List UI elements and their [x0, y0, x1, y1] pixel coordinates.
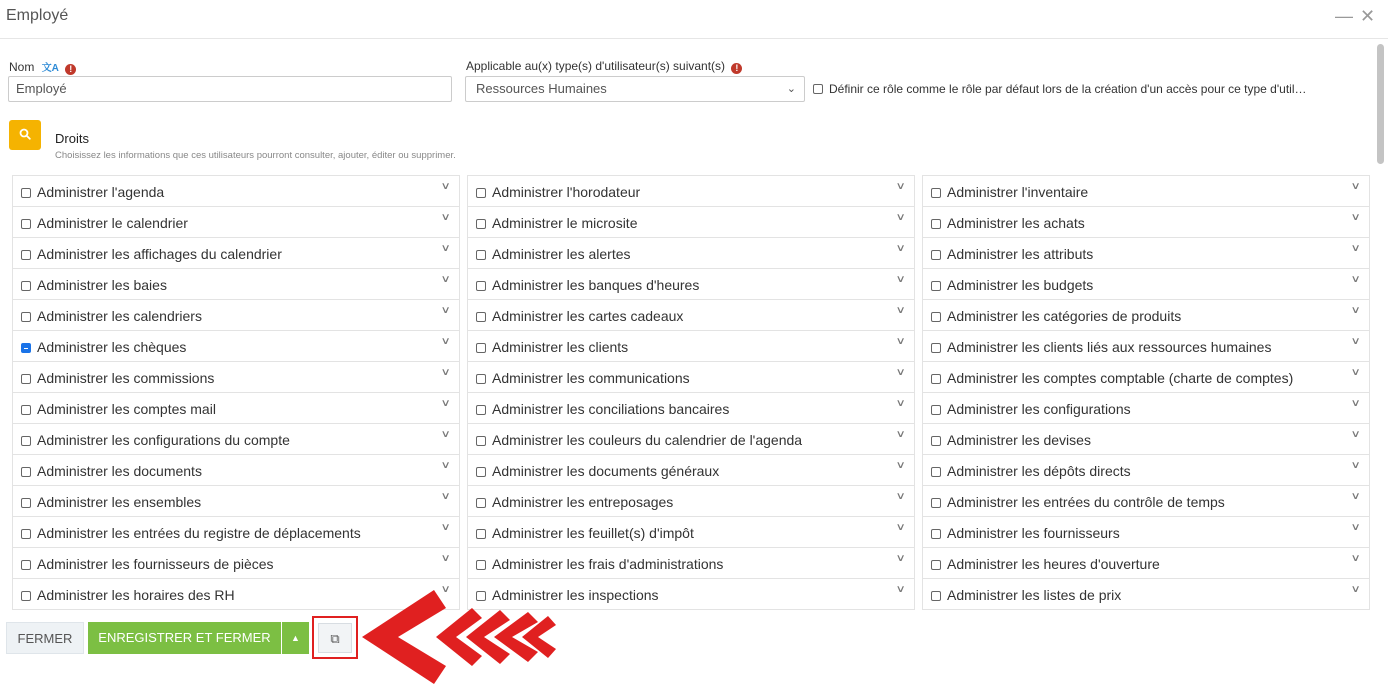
applicable-label-text: Applicable au(x) type(s) d'utilisateur(s) suivant(s) [466, 59, 726, 73]
checkbox-icon[interactable] [21, 467, 31, 477]
chevron-down-icon[interactable]: ∨ [1350, 553, 1361, 564]
close-button[interactable]: FERMER [6, 622, 84, 654]
checkbox-icon[interactable] [21, 591, 31, 601]
permission-label-text: Administrer les ensembles [37, 494, 202, 510]
scrollbar-thumb[interactable] [1377, 44, 1384, 164]
permission-row[interactable] [467, 393, 915, 424]
save-options-dropdown-button[interactable] [282, 622, 309, 654]
permission-label-text: Administrer les conciliations bancaires [492, 401, 730, 417]
chevron-down-icon[interactable]: ∨ [895, 305, 906, 316]
chevron-down-icon[interactable]: ∨ [895, 243, 906, 254]
permission-label-text: Administrer les chèques [37, 339, 187, 355]
checkbox-icon[interactable] [476, 281, 486, 291]
minimize-icon[interactable]: — [1335, 6, 1353, 26]
checkbox-icon[interactable] [476, 250, 486, 260]
chevron-down-icon[interactable]: ∨ [440, 522, 451, 533]
permission-row[interactable] [922, 362, 1370, 393]
permission-label-text: Administrer les heures d'ouverture [947, 556, 1160, 572]
permission-label [21, 308, 202, 324]
permission-row[interactable] [922, 207, 1370, 238]
chevron-down-icon[interactable]: ∨ [895, 181, 906, 192]
permission-row[interactable] [922, 486, 1370, 517]
default-role-label: Définir ce rôle comme le rôle par défaut lors de la création d'un accès pour ce type d'util… [829, 82, 1307, 96]
permission-row[interactable] [922, 175, 1370, 207]
permission-label [476, 525, 694, 541]
permission-label [476, 494, 673, 510]
permission-row[interactable] [12, 517, 460, 548]
permission-label-text: Administrer les fournisseurs de pièces [37, 556, 274, 572]
permission-row[interactable] [467, 517, 915, 548]
checkbox-icon[interactable] [21, 250, 31, 260]
window-title: Employé [6, 7, 69, 24]
chevron-down-icon[interactable]: ∨ [1350, 367, 1361, 378]
chevron-down-icon[interactable]: ∨ [440, 460, 451, 471]
permission-label-text: Administrer les affichages du calendrier [37, 246, 282, 262]
permission-row[interactable] [467, 300, 915, 331]
permission-row[interactable] [922, 238, 1370, 269]
permission-label [21, 215, 188, 231]
droits-title: Droits [55, 131, 89, 146]
permission-label [476, 308, 683, 324]
checkbox-icon[interactable] [21, 560, 31, 570]
chevron-down-icon[interactable]: ∨ [1350, 243, 1361, 254]
checkbox-icon[interactable] [931, 560, 941, 570]
permission-label [931, 339, 1271, 355]
chevron-down-icon[interactable]: ∨ [1350, 584, 1361, 595]
permission-label-text: Administrer les entreposages [492, 494, 674, 510]
permission-label-text: Administrer les comptes comptable (charte de comptes) [947, 370, 1294, 386]
permission-row[interactable] [467, 207, 915, 238]
permission-row[interactable] [467, 455, 915, 486]
checkbox-icon[interactable] [931, 250, 941, 260]
permission-row[interactable] [922, 269, 1370, 300]
annotation-highlight-box [312, 616, 358, 659]
checkbox-icon[interactable] [21, 405, 31, 415]
permission-label-text: Administrer les configurations [947, 401, 1131, 417]
checkbox-icon[interactable] [931, 498, 941, 508]
permission-label [21, 184, 164, 200]
checkbox-icon[interactable] [21, 436, 31, 446]
permission-label-text: Administrer l'horodateur [492, 184, 641, 200]
translate-icon[interactable]: 文A [41, 63, 59, 74]
default-role-checkbox[interactable] [813, 82, 1307, 96]
permission-label [21, 246, 282, 262]
chevron-down-icon[interactable]: ∨ [440, 274, 451, 285]
checkbox-icon[interactable] [476, 312, 486, 322]
chevron-down-icon[interactable]: ∨ [895, 336, 906, 347]
permission-label [476, 463, 719, 479]
chevron-down-icon[interactable]: ∨ [1350, 181, 1361, 192]
permission-row[interactable] [467, 331, 915, 362]
permission-label [931, 370, 1293, 386]
droits-subtitle: Choisissez les informations que ces utilisateurs pourront consulter, ajouter, éditer ou supprimer. [55, 150, 456, 161]
permissions-column-1 [12, 175, 460, 610]
checkbox-icon[interactable] [931, 467, 941, 477]
permission-label [931, 494, 1225, 510]
permission-row[interactable] [12, 300, 460, 331]
permission-row[interactable] [467, 548, 915, 579]
checkbox-icon[interactable] [21, 219, 31, 229]
checkbox-icon[interactable] [476, 343, 486, 353]
permission-label-text: Administrer les budgets [947, 277, 1094, 293]
permission-label [931, 587, 1121, 603]
permission-row[interactable] [12, 424, 460, 455]
permission-label-text: Administrer les entrées du contrôle de temps [947, 494, 1225, 510]
permission-label-text: Administrer les comptes mail [37, 401, 216, 417]
permission-row[interactable] [12, 175, 460, 207]
checkbox-icon[interactable] [476, 436, 486, 446]
chevron-down-icon[interactable]: ∨ [440, 305, 451, 316]
chevron-down-icon[interactable]: ∨ [440, 491, 451, 502]
permission-label [931, 184, 1088, 200]
name-label-text: Nom [9, 60, 35, 74]
user-type-select[interactable] [465, 76, 805, 102]
chevron-down-icon[interactable]: ∨ [1350, 491, 1361, 502]
permission-label-text: Administrer les feuillet(s) d'impôt [492, 525, 694, 541]
permission-label [476, 184, 640, 200]
checkbox-icon[interactable] [21, 529, 31, 539]
permission-label-text: Administrer les achats [947, 215, 1085, 231]
chevron-down-icon[interactable]: ∨ [895, 429, 906, 440]
checkbox-icon[interactable] [931, 529, 941, 539]
checkbox-icon[interactable] [476, 219, 486, 229]
permissions-grid [12, 175, 1371, 612]
permission-label [931, 432, 1091, 448]
permission-row[interactable] [922, 393, 1370, 424]
permission-label-text: Administrer les catégories de produits [947, 308, 1182, 324]
checkbox-icon[interactable] [931, 591, 941, 601]
indeterminate-checkbox-icon[interactable] [21, 343, 31, 353]
permission-label-text: Administrer les cartes cadeaux [492, 308, 684, 324]
permission-row[interactable] [12, 362, 460, 393]
checkbox-icon[interactable] [476, 529, 486, 539]
checkbox-icon[interactable] [21, 498, 31, 508]
checkbox-icon[interactable] [21, 374, 31, 384]
checkbox-icon[interactable] [21, 188, 31, 198]
checkbox-icon[interactable] [476, 560, 486, 570]
chevron-down-icon[interactable]: ∨ [895, 491, 906, 502]
checkbox-icon[interactable] [813, 84, 823, 94]
chevron-down-icon[interactable]: ∨ [1350, 460, 1361, 471]
user-type-select-value: Ressources Humaines [476, 81, 607, 96]
permission-row[interactable] [467, 269, 915, 300]
permission-label [476, 277, 699, 293]
permission-label-text: Administrer les configurations du compte [37, 432, 290, 448]
permission-label [21, 556, 274, 572]
permission-row[interactable] [467, 175, 915, 207]
permission-label-text: Administrer les clients liés aux ressources humaines [947, 339, 1272, 355]
chevron-down-icon[interactable]: ∨ [1350, 274, 1361, 285]
permission-row[interactable] [922, 455, 1370, 486]
permission-label-text: Administrer les horaires des RH [37, 587, 235, 603]
checkbox-icon[interactable] [931, 219, 941, 229]
permission-label-text: Administrer l'inventaire [947, 184, 1089, 200]
permission-row[interactable] [12, 486, 460, 517]
permission-row[interactable] [922, 548, 1370, 579]
permission-label [21, 401, 216, 417]
save-and-close-button[interactable]: ENREGISTRER ET FERMER [88, 622, 281, 654]
checkbox-icon[interactable] [931, 343, 941, 353]
caret-up-icon: ▲ [291, 633, 300, 643]
chevron-down-icon[interactable]: ∨ [440, 243, 451, 254]
permission-row[interactable] [12, 393, 460, 424]
chevron-down-icon[interactable]: ∨ [1350, 212, 1361, 223]
chevron-down-icon[interactable]: ∨ [440, 336, 451, 347]
permission-label [21, 587, 235, 603]
chevron-down-icon[interactable]: ∨ [1350, 429, 1361, 440]
checkbox-icon[interactable] [476, 405, 486, 415]
name-input[interactable]: Employé [8, 76, 452, 102]
permission-label [476, 556, 723, 572]
chevron-down-icon[interactable]: ∨ [440, 212, 451, 223]
permission-label [931, 556, 1160, 572]
chevron-down-icon[interactable]: ∨ [895, 367, 906, 378]
chevron-down-icon[interactable]: ∨ [440, 367, 451, 378]
permission-row[interactable] [467, 362, 915, 393]
checkbox-icon[interactable] [21, 312, 31, 322]
permission-label-text: Administrer les listes de prix [947, 587, 1122, 603]
checkbox-icon[interactable] [931, 281, 941, 291]
window-titlebar [0, 0, 1388, 39]
applicable-label [466, 59, 742, 74]
checkbox-icon[interactable] [476, 467, 486, 477]
permission-row[interactable] [12, 238, 460, 269]
chevron-down-icon[interactable]: ∨ [895, 212, 906, 223]
permission-label-text: Administrer les inspections [492, 587, 659, 603]
chevron-down-icon[interactable]: ∨ [895, 460, 906, 471]
checkbox-icon[interactable] [931, 374, 941, 384]
permission-label-text: Administrer les entrées du registre de déplacements [37, 525, 361, 541]
permission-label [931, 215, 1085, 231]
permissions-column-2 [467, 175, 915, 610]
chevron-down-icon[interactable]: ∨ [440, 181, 451, 192]
checkbox-icon[interactable] [476, 498, 486, 508]
permission-label [21, 370, 214, 386]
chevron-down-icon[interactable]: ∨ [895, 553, 906, 564]
checkbox-icon[interactable] [931, 436, 941, 446]
permission-label [476, 370, 690, 386]
permission-row[interactable] [12, 455, 460, 486]
permission-label-text: Administrer les dépôts directs [947, 463, 1131, 479]
search-button[interactable] [9, 120, 41, 150]
permission-label-text: Administrer les calendriers [37, 308, 202, 324]
chevron-down-icon[interactable]: ∨ [1350, 398, 1361, 409]
permission-row[interactable] [922, 424, 1370, 455]
permission-row[interactable] [12, 269, 460, 300]
permission-label [21, 277, 167, 293]
chevron-down-icon[interactable]: ∨ [1350, 522, 1361, 533]
permission-label-text: Administrer les commissions [37, 370, 215, 386]
permission-label-text: Administrer les attributs [947, 246, 1094, 262]
permission-label [21, 525, 361, 541]
permission-label-text: Administrer les clients [492, 339, 629, 355]
required-info-icon: ! [65, 64, 76, 75]
permission-label-text: Administrer les frais d'administrations [492, 556, 724, 572]
permission-row[interactable] [467, 424, 915, 455]
permission-label [931, 277, 1093, 293]
permission-row[interactable] [922, 331, 1370, 362]
permission-row[interactable] [922, 300, 1370, 331]
permission-label [931, 308, 1181, 324]
permission-label [476, 215, 637, 231]
permission-row[interactable] [12, 548, 460, 579]
chevron-down-icon[interactable]: ∨ [440, 429, 451, 440]
chevron-down-icon[interactable]: ∨ [1350, 305, 1361, 316]
chevron-down-icon[interactable]: ∨ [895, 522, 906, 533]
chevron-down-icon: ⌄ [786, 83, 796, 95]
permission-row[interactable] [12, 331, 460, 362]
close-icon[interactable]: ✕ [1360, 6, 1376, 26]
chevron-down-icon[interactable]: ∨ [440, 584, 451, 595]
chevron-down-icon[interactable]: ∨ [895, 274, 906, 285]
permission-row[interactable] [467, 238, 915, 269]
permission-row[interactable] [467, 486, 915, 517]
permission-label [476, 339, 628, 355]
permission-label [931, 401, 1131, 417]
permission-label [931, 246, 1093, 262]
name-label [9, 59, 76, 75]
permission-row[interactable] [922, 579, 1370, 610]
permission-label [21, 463, 202, 479]
permission-label-text: Administrer les banques d'heures [492, 277, 700, 293]
checkbox-icon[interactable] [931, 312, 941, 322]
chevron-down-icon[interactable]: ∨ [895, 584, 906, 595]
checkbox-icon[interactable] [476, 188, 486, 198]
permission-label-text: Administrer l'agenda [37, 184, 165, 200]
permission-label-text: Administrer les documents [37, 463, 202, 479]
permission-label-text: Administrer les couleurs du calendrier de l'agenda [492, 432, 803, 448]
permission-label-text: Administrer le microsite [492, 215, 638, 231]
permission-label-text: Administrer les fournisseurs [947, 525, 1120, 541]
permission-label [931, 525, 1120, 541]
permission-label-text: Administrer le calendrier [37, 215, 188, 231]
chevron-down-icon[interactable]: ∨ [895, 398, 906, 409]
chevron-down-icon[interactable]: ∨ [440, 398, 451, 409]
permission-label-text: Administrer les alertes [492, 246, 631, 262]
required-info-icon: ! [731, 63, 742, 74]
checkbox-icon[interactable] [21, 281, 31, 291]
permission-label-text: Administrer les devises [947, 432, 1091, 448]
permission-label-text: Administrer les baies [37, 277, 167, 293]
permission-label [476, 246, 631, 262]
permission-label [931, 463, 1131, 479]
chevron-down-icon[interactable]: ∨ [1350, 336, 1361, 347]
permission-row[interactable] [922, 517, 1370, 548]
permissions-column-3 [922, 175, 1370, 610]
permission-label [476, 432, 802, 448]
annotation-arrow-icon [362, 586, 562, 688]
permission-row[interactable] [12, 207, 460, 238]
permission-label [21, 432, 290, 448]
permission-label-text: Administrer les communications [492, 370, 690, 386]
permission-label-text: Administrer les documents généraux [492, 463, 720, 479]
chevron-down-icon[interactable]: ∨ [440, 553, 451, 564]
checkbox-icon[interactable] [931, 405, 941, 415]
checkbox-icon[interactable] [476, 374, 486, 384]
checkbox-icon[interactable] [931, 188, 941, 198]
permission-label [21, 494, 201, 510]
permission-label [476, 401, 729, 417]
permission-label [21, 339, 186, 355]
copy-icon: ⧉ [330, 631, 340, 646]
search-icon [19, 128, 31, 140]
